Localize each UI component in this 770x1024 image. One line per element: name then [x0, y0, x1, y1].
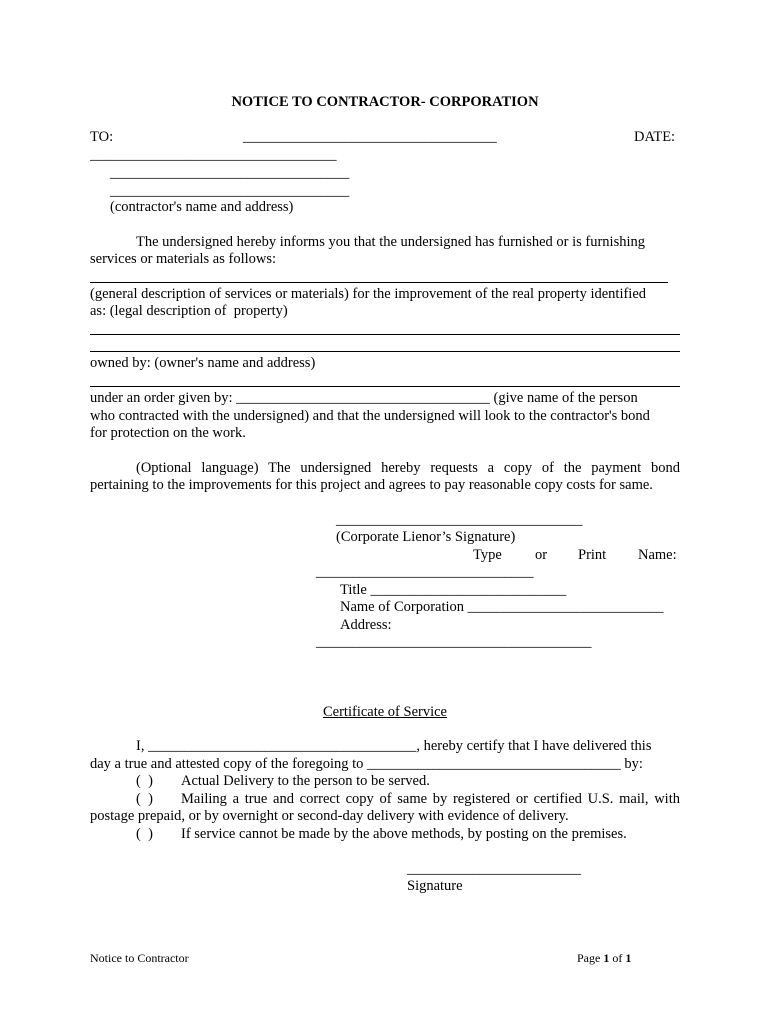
to-label: TO: — [90, 129, 114, 145]
services-blank-line[interactable] — [90, 282, 668, 283]
footer-page-word: Page — [577, 951, 604, 965]
printed-name-blank[interactable]: ______________________________ — [316, 564, 534, 580]
certifier-name-blank[interactable]: _____________________________________ — [148, 738, 417, 754]
certificate-heading-text: Certificate of Service — [323, 704, 447, 720]
corporate-signature-blank[interactable]: __________________________________ — [336, 512, 583, 528]
date-label: DATE: — [634, 129, 676, 145]
certificate-line-1 — [136, 738, 651, 755]
cert-suffix: , hereby certify that I have delivered this — [416, 738, 652, 754]
certificate-heading — [0, 704, 770, 721]
to-blank[interactable]: ___________________________________ — [243, 129, 497, 145]
paragraph-1-line-1: The undersigned hereby informs you that the undersigned has furnished or is furnishing — [136, 234, 646, 250]
legal-description-blank-line-1[interactable] — [90, 334, 680, 335]
paragraph-1-line-2: services or materials as follows: — [90, 251, 277, 267]
document-title: NOTICE TO CONTRACTOR- CORPORATION — [231, 94, 539, 110]
address-blank-1[interactable]: __________________________________ — [90, 147, 337, 163]
type-label: Type — [473, 547, 502, 563]
option-3-label: If service cannot be made by the above methods, by posting on the premises. — [181, 826, 627, 842]
corporate-signature-caption: (Corporate Lienor’s Signature) — [336, 529, 516, 545]
footer-current-page: 1 — [603, 951, 610, 965]
recipient-blank[interactable]: ___________________________________ — [367, 756, 621, 772]
address-blank-2[interactable]: _________________________________ — [110, 165, 350, 181]
owned-by-label: owned by: (owner's name and address) — [90, 355, 316, 371]
print-label: Print — [578, 547, 607, 563]
option-2-label-line-1: Mailing a true and correct copy of same by registered or certified U.S. mail, with — [181, 791, 680, 807]
contractor-caption: (contractor's name and address) — [110, 199, 294, 215]
optional-language-line-1: (Optional language) The undersigned hereby requests a copy of the payment bond — [136, 460, 680, 476]
footer-of: of — [609, 951, 626, 965]
certificate-line-2 — [90, 756, 643, 773]
cert-line2-prefix: day a true and attested copy of the foregoing to — [90, 756, 368, 772]
cert-line2-suffix: by: — [620, 756, 643, 772]
optional-language-line-2: pertaining to the improvements for this project and agrees to pay reasonable copy costs for same. — [90, 477, 653, 493]
order-line-1 — [90, 390, 638, 407]
owner-blank-line[interactable] — [90, 386, 680, 387]
signature-blank[interactable]: ________________________ — [407, 861, 581, 877]
order-line-2: who contracted with the undersigned) and that the undersigned will look to the contractor's bond — [90, 408, 650, 424]
footer-left: Notice to Contractor — [90, 951, 189, 965]
footer-total-pages: 1 — [625, 951, 632, 965]
option-2-label-line-2: postage prepaid, or by overnight or second-day delivery with evidence of delivery. — [90, 808, 569, 824]
general-description-line-2: as: (legal description of property) — [90, 303, 288, 319]
option-1-label: Actual Delivery to the person to be served. — [181, 773, 430, 789]
option-1-checkbox[interactable]: ( ) — [136, 773, 153, 789]
corporation-name-field[interactable]: Name of Corporation ___________________________ — [340, 599, 664, 615]
option-2-checkbox[interactable]: ( ) — [136, 791, 153, 807]
signature-caption: Signature — [407, 878, 463, 894]
cert-prefix: I, — [136, 738, 149, 754]
address-field-blank[interactable]: ______________________________________ — [316, 634, 592, 650]
or-label: or — [535, 547, 548, 563]
footer-page-number — [577, 950, 631, 967]
order-prefix: under an order given by: — [90, 390, 237, 406]
order-name-blank[interactable]: ___________________________________ — [236, 390, 490, 406]
address-field-label: Address: — [340, 617, 392, 633]
title-field[interactable]: Title ___________________________ — [340, 582, 567, 598]
order-line-3: for protection on the work. — [90, 425, 246, 441]
order-suffix: (give name of the person — [489, 390, 638, 406]
address-blank-3[interactable]: _________________________________ — [110, 183, 350, 199]
name-label: Name: — [638, 547, 677, 563]
legal-description-blank-line-2[interactable] — [90, 351, 680, 352]
option-3-checkbox[interactable]: ( ) — [136, 826, 153, 842]
general-description-line-1: (general description of services or materials) for the improvement of the real property identified — [90, 286, 647, 302]
